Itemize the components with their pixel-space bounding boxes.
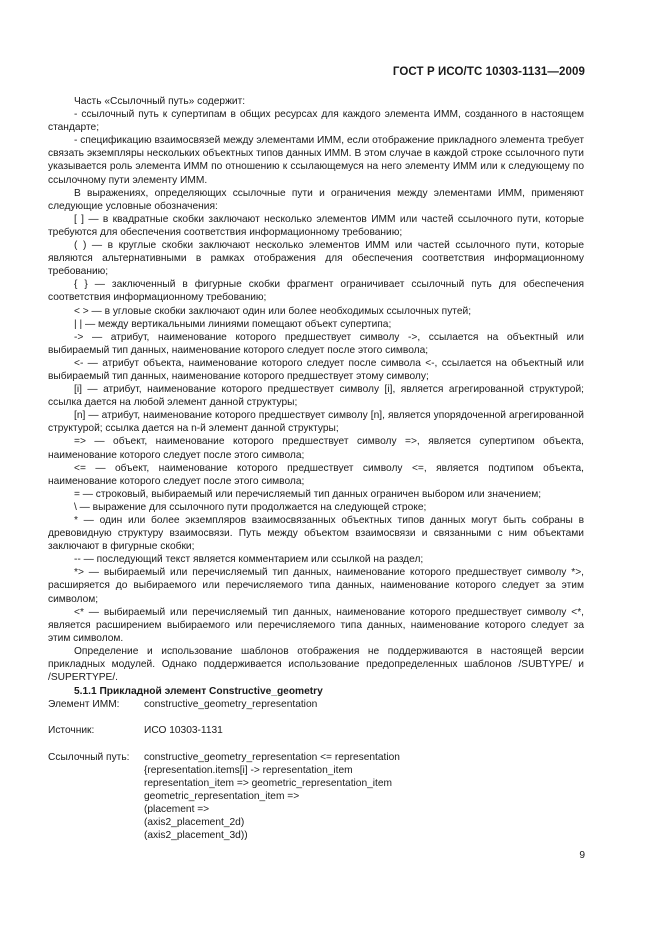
paragraph: - ссылочный путь к супертипам в общих ресурсах для каждого элемента ИММ, созданного в настоящем стандарте; xyxy=(48,109,584,134)
notation-item: <* — выбираемый или перечисляемый тип данных, наименование которого предшествует символу <*, является расширением выбираемого или перечисляемого типа данных, наименование которого следует за этим символом. xyxy=(48,606,584,644)
notation-item: <= — объект, наименование которого предшествует символу <=, является подтипом объекта, наименование которого следует после этого символа; xyxy=(48,462,584,487)
notation-item: = — строковый, выбираемый или перечисляемый тип данных ограничен выбором или значением; xyxy=(74,488,542,500)
reference-path-line: (axis2_placement_3d)) xyxy=(144,830,248,842)
paragraph: - спецификацию взаимосвязей между элементами ИММ, если отображение прикладного элемента требует связать экземпляры нескольких объектных типов данных ИММ. В этом случае в каждой строке ссылочного пути указывается роль элемента ИММ по отношению к ссылающемуся на него элементу ИММ или к следующему по ссылочному пути элементу ИММ. xyxy=(48,135,584,186)
notation-item: { } — заключенный в фигурные скобки фрагмент ограничивает ссылочный путь для обеспечения соответствия информационному требованию; xyxy=(48,279,584,304)
page-number: 9 xyxy=(579,850,585,861)
reference-path-line: (placement => xyxy=(144,803,210,815)
notation-item: | | — между вертикальными линиями помещают объект супертипа; xyxy=(74,318,392,330)
reference-path-field xyxy=(48,751,584,764)
aim-element-value: constructive_geometry_representation xyxy=(144,699,318,711)
paragraph: Часть «Ссылочный путь» содержит: xyxy=(74,96,246,107)
reference-path-line: geometric_representation_item => xyxy=(144,790,300,802)
notation-item: -> — атрибут, наименование которого предшествует символу ->, ссылается на объектный или выбираемый тип данных, наименование которого следует после этого символа; xyxy=(48,331,584,356)
source-label: Источник: xyxy=(48,725,95,737)
notation-item: => — объект, наименование которого предшествует символу =>, является супертипом объекта, наименование которого следует после этого символа; xyxy=(48,436,584,461)
reference-path-line: representation_item => geometric_representation_item xyxy=(144,777,393,789)
notation-item: [ ] — в квадратные скобки заключают несколько элементов ИММ или частей ссылочного пути, которые требуются для обеспечения соответствия информационному требованию; xyxy=(48,213,584,238)
notation-item: ( ) — в круглые скобки заключают несколько элементов ИММ или частей ссылочного пути, которые являются альтернативными в рамках отображения для обеспечения соответствия информационному требованию; xyxy=(48,240,584,278)
notation-item: *> — выбираемый или перечисляемый тип данных, наименование которого предшествует символу *>, расширяется до выбираемого или перечисляемого типа данных, наименование которого следует за этим символом; xyxy=(48,567,584,605)
notation-item: [n] — атрибут, наименование которого предшествует символу [n], является упорядоченной агрегированной структурой; ссылка дается на n-й элемент данной структуры; xyxy=(48,410,584,435)
reference-path-line: {representation.items[i] -> representation_item xyxy=(144,764,353,776)
notation-item: < > — в угловые скобки заключают один или более необходимых ссылочных путей; xyxy=(74,305,472,317)
aim-element-field xyxy=(48,698,584,711)
page-content xyxy=(48,95,584,842)
reference-path-line: (axis2_placement_2d) xyxy=(144,816,245,828)
notation-item: [i] — атрибут, наименование которого предшествует символу [i], является агрегированной структурой; ссылка дается на любой элемент данной структуры; xyxy=(48,384,584,409)
aim-element-label: Элемент ИММ: xyxy=(48,699,120,711)
reference-path-label: Ссылочный путь: xyxy=(48,751,130,763)
paragraph: Определение и использование шаблонов отображения не поддерживаются в настоящей версии прикладных модулей. Однако поддерживается использование предопределенных шаблонов /SUBTYPE/ и /SUPERTYPE/. xyxy=(48,645,584,684)
document-header: ГОСТ Р ИСО/ТС 10303-1131—2009 xyxy=(392,66,585,78)
reference-path-line: constructive_geometry_representation <= representation xyxy=(144,751,400,763)
notation-item: -- — последующий текст является комментарием или ссылкой на раздел; xyxy=(74,554,424,566)
source-field xyxy=(48,724,584,737)
notation-item: <- — атрибут объекта, наименование которого следует после символа <-, ссылается на объектный или выбираемый тип данных, наименование которого предшествует этому символу; xyxy=(48,357,584,382)
notation-item: * — один или более экземпляров взаимосвязанных объектных типов данных могут быть собраны в древовидную структуру взаимосвязи. Путь между объектом взаимосвязи и связанными с ним объектами заключают в фигурные скобки; xyxy=(48,515,584,553)
section-heading: 5.1.1 Прикладной элемент Constructive_geometry xyxy=(74,686,323,698)
notation-item: \ — выражение для ссылочного пути продолжается на следующей строке; xyxy=(74,501,427,513)
source-value: ИСО 10303-1131 xyxy=(144,725,223,737)
paragraph: В выражениях, определяющих ссылочные пути и ограничения между элементами ИММ, применяют следующие условные обозначения: xyxy=(48,187,584,212)
